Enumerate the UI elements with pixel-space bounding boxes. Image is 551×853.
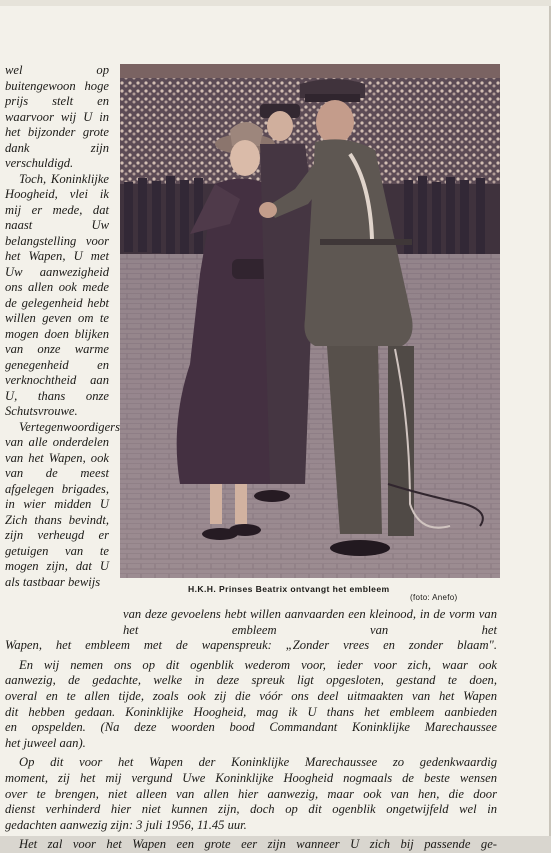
text-line: overal en te allen tijde, zoals ook zij die vóór ons deel uitmaakten van het Wapen	[5, 688, 497, 703]
page-top-edge	[0, 0, 551, 6]
column-paragraph-1: wel op buitengewoon hoge prijs stelt en waarvoor wij U in het bijzonder grote dank zijn verschuldigd.	[5, 63, 109, 170]
ceremony-photo	[120, 64, 500, 578]
text-line: Op dit voor het Wapen der Koninklijke Marechaussee zo gedenkwaardig	[19, 755, 497, 770]
column-paragraph-3: Vertegenwoordigers van alle onderdelen van het Wapen, ook van de meest afgelegen brigades, in wier midden U Zich thans bevindt, zijn verheugd er getuigen van te mogen zijn, dat U als tastbaar bewijs	[5, 419, 120, 589]
text-line: Wapen, het embleem met de wapenspreuk: „Zonder vrees en zonder blaam".	[5, 638, 497, 653]
left-text-column	[5, 63, 120, 590]
text-line: over te brengen, niet alleen van allen hier aanwezig, maar ook van hen, die door	[5, 786, 497, 801]
text-line: van deze gevoelens hebt willen aanvaarden een kleinood, in de vorm van het embleem van het	[123, 607, 497, 637]
text-line: dienst verhinderd hier niet kunnen zijn, doch op dit ogenblik ongetwijfeld wel in	[5, 802, 497, 817]
text-line: aanwezig, de gedachte, welke in deze spreuk ligt opgesloten, gestand te doen,	[5, 673, 497, 688]
text-line: Het zal voor het Wapen een grote eer zijn wanneer U zich bij passende ge-	[19, 837, 497, 852]
text-line: en opspelden. (Na deze woorden bood Commandant Koninklijke Marechaussee	[5, 720, 497, 735]
photo-credit: (foto: Anefo)	[410, 593, 458, 602]
text-line: het juweel aan).	[5, 735, 86, 750]
full-width-text	[5, 607, 497, 853]
photo-caption: H.K.H. Prinses Beatrix ontvangt het embleem	[188, 584, 390, 594]
text-line: dit hebben gedaan. Koninklijke Hoogheid, mag ik U thans het embleem aanbieden	[5, 704, 497, 719]
text-line: En wij nemen ons op dit ogenblik wederom voor, ieder voor zich, waar ook	[19, 657, 497, 672]
column-paragraph-2: Toch, Koninklijke Hoogheid, vlei ik mij er mede, dat naast Uw belangstelling voor het Wapen, U met Uw aanwezigheid ons allen ook mede de gelegenheid hebt willen geven om te mogen doen blijken van onze warme genegenheid en verknochtheid aan U, thans onze Schutsvrouwe.	[5, 171, 109, 418]
text-line: gedachten aanwezig zijn: 3 juli 1956, 11.45 uur.	[5, 817, 247, 832]
text-line: moment, zij het mij vergund Uwe Koninklijke Hoogheid nogmaals de beste wensen	[5, 770, 497, 785]
